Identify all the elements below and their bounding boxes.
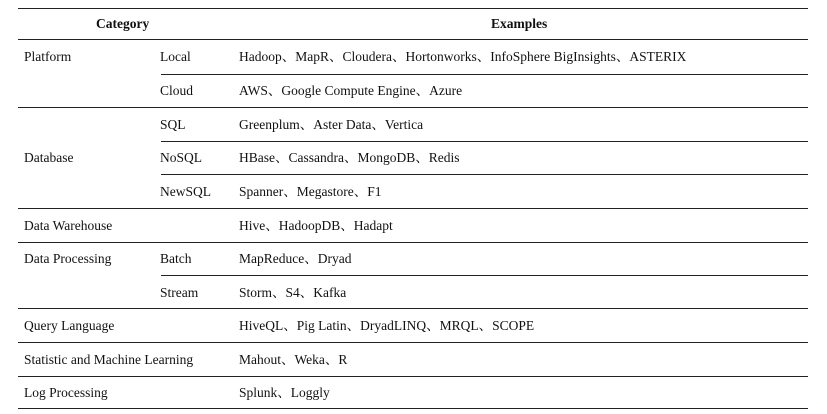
row-rule — [161, 141, 808, 142]
row-rule — [18, 376, 808, 377]
examples-cell: Greenplum、Aster Data、Vertica — [239, 117, 424, 132]
category-cell: Statistic and Machine Learning — [24, 352, 194, 367]
subcategory-cell: Batch — [160, 251, 192, 266]
category-cell: Log Processing — [24, 385, 108, 400]
subcategory-cell: NoSQL — [160, 150, 203, 165]
subcategory-cell: Cloud — [160, 83, 194, 98]
row-rule — [161, 74, 808, 75]
examples-cell: AWS、Google Compute Engine、Azure — [239, 83, 463, 98]
examples-cell: Hadoop、MapR、Cloudera、Hortonworks、InfoSphere BigInsights、ASTERIX — [239, 49, 687, 64]
category-cell: Query Language — [24, 318, 115, 333]
subcategory-cell: Local — [160, 49, 191, 64]
examples-cell: Spanner、Megastore、F1 — [239, 184, 382, 199]
categories-table — [18, 8, 808, 409]
examples-cell: Splunk、Loggly — [239, 385, 330, 400]
category-cell: Platform — [24, 49, 72, 64]
examples-cell: Mahout、Weka、R — [239, 352, 348, 367]
category-cell: Database — [24, 150, 74, 165]
row-rule — [18, 342, 808, 343]
row-rule — [161, 174, 808, 175]
category-cell: Data Warehouse — [24, 218, 113, 233]
table-top-rule — [18, 8, 808, 9]
subcategory-cell: NewSQL — [160, 184, 211, 199]
header-examples: Examples — [491, 16, 548, 31]
category-cell: Data Processing — [24, 251, 112, 266]
header-rule — [18, 39, 808, 40]
subcategory-cell: SQL — [160, 117, 186, 132]
examples-cell: HBase、Cassandra、MongoDB、Redis — [239, 150, 460, 165]
examples-cell: Hive、HadoopDB、Hadapt — [239, 218, 393, 233]
row-rule — [18, 308, 808, 309]
header-category: Category — [96, 16, 150, 31]
subcategory-cell: Stream — [160, 285, 199, 300]
row-rule — [18, 242, 808, 243]
examples-cell: MapReduce、Dryad — [239, 251, 352, 266]
row-rule — [161, 275, 808, 276]
row-rule — [18, 107, 808, 108]
row-rule — [18, 208, 808, 209]
examples-cell: HiveQL、Pig Latin、DryadLINQ、MRQL、SCOPE — [239, 318, 535, 333]
table-bottom-rule — [18, 408, 808, 409]
examples-cell: Storm、S4、Kafka — [239, 285, 347, 300]
